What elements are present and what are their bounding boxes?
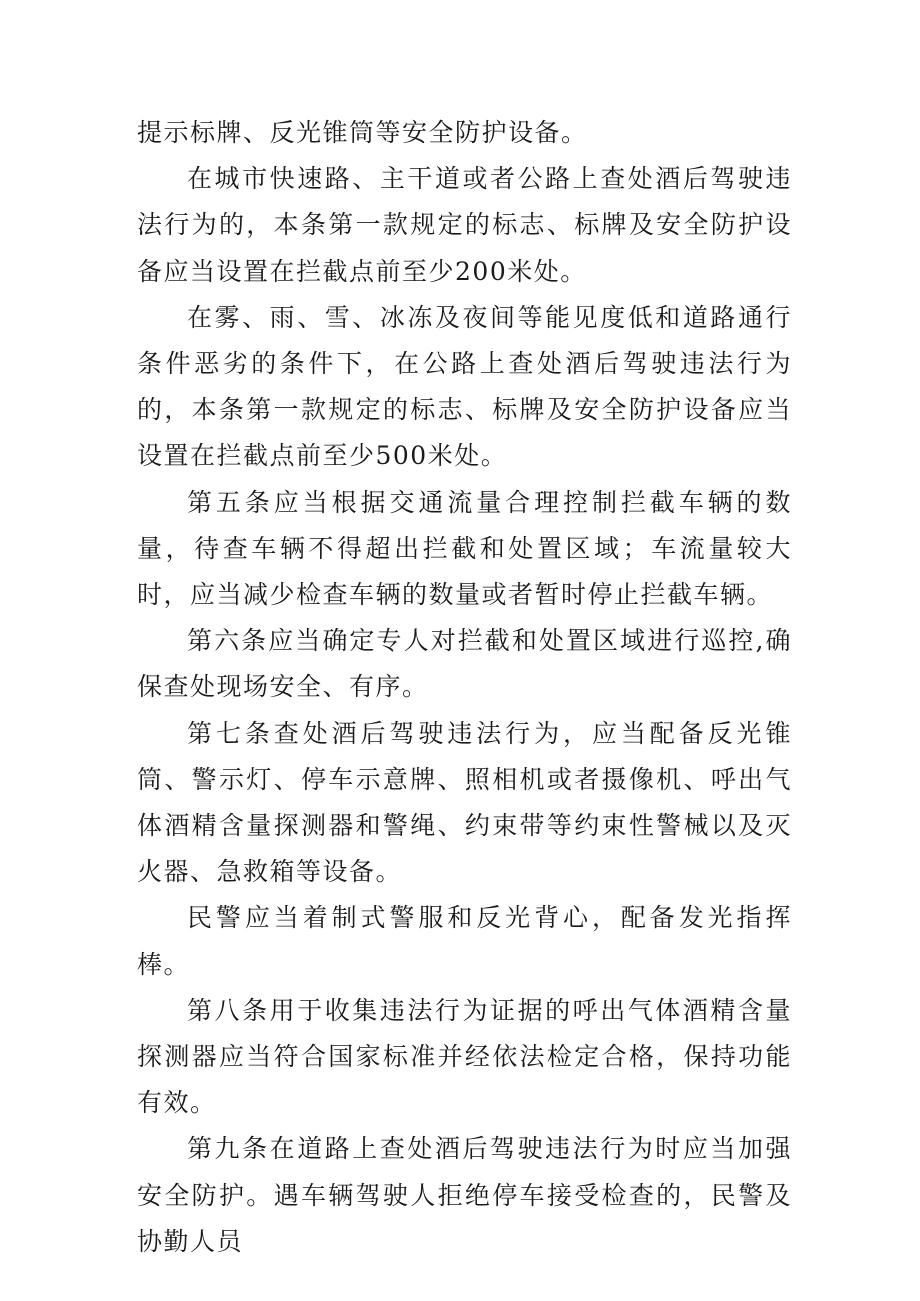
document-body	[137, 110, 792, 1265]
paragraph-continued: 提示标牌、反光锥筒等安全防护设备。	[137, 118, 588, 147]
paragraph-expressway-distance: 在城市快速路、主干道或者公路上查处酒后驾驶违法行为的，本条第一款规定的标志、标牌及安全防护设备应当设置在拦截点前至少200米处。	[137, 164, 792, 286]
paragraph-bad-weather-distance: 在雾、雨、雪、冰冻及夜间等能见度低和道路通行条件恶劣的条件下，在公路上查处酒后驾驶违法行为的，本条第一款规定的标志、标牌及安全防护设备应当设置在拦截点前至少500米处。	[137, 302, 792, 471]
paragraph-article-8: 第八条用于收集违法行为证据的呼出气体酒精含量探测器应当符合国家标准并经依法检定合格，保持功能有效。	[137, 995, 792, 1118]
paragraph-article-5: 第五条应当根据交通流量合理控制拦截车辆的数量，待查车辆不得超出拦截和处置区域；车流量较大时，应当减少检查车辆的数量或者暂时停止拦截车辆。	[137, 487, 792, 610]
paragraph-article-6: 第六条应当确定专人对拦截和处置区域进行巡控,确保查处现场安全、有序。	[137, 626, 792, 702]
paragraph-article-9: 第九条在道路上查处酒后驾驶违法行为时应当加强安全防护。遇车辆驾驶人拒绝停车接受检查的，民警及协勤人员	[137, 1134, 792, 1256]
paragraph-article-7: 第七条查处酒后驾驶违法行为，应当配备反光锥筒、警示灯、停车示意牌、照相机或者摄像机、呼出气体酒精含量探测器和警绳、约束带等约束性警械以及灭火器、急救箱等设备。	[137, 718, 792, 887]
paragraph-police-uniform: 民警应当着制式警服和反光背心，配备发光指挥棒。	[137, 903, 792, 979]
